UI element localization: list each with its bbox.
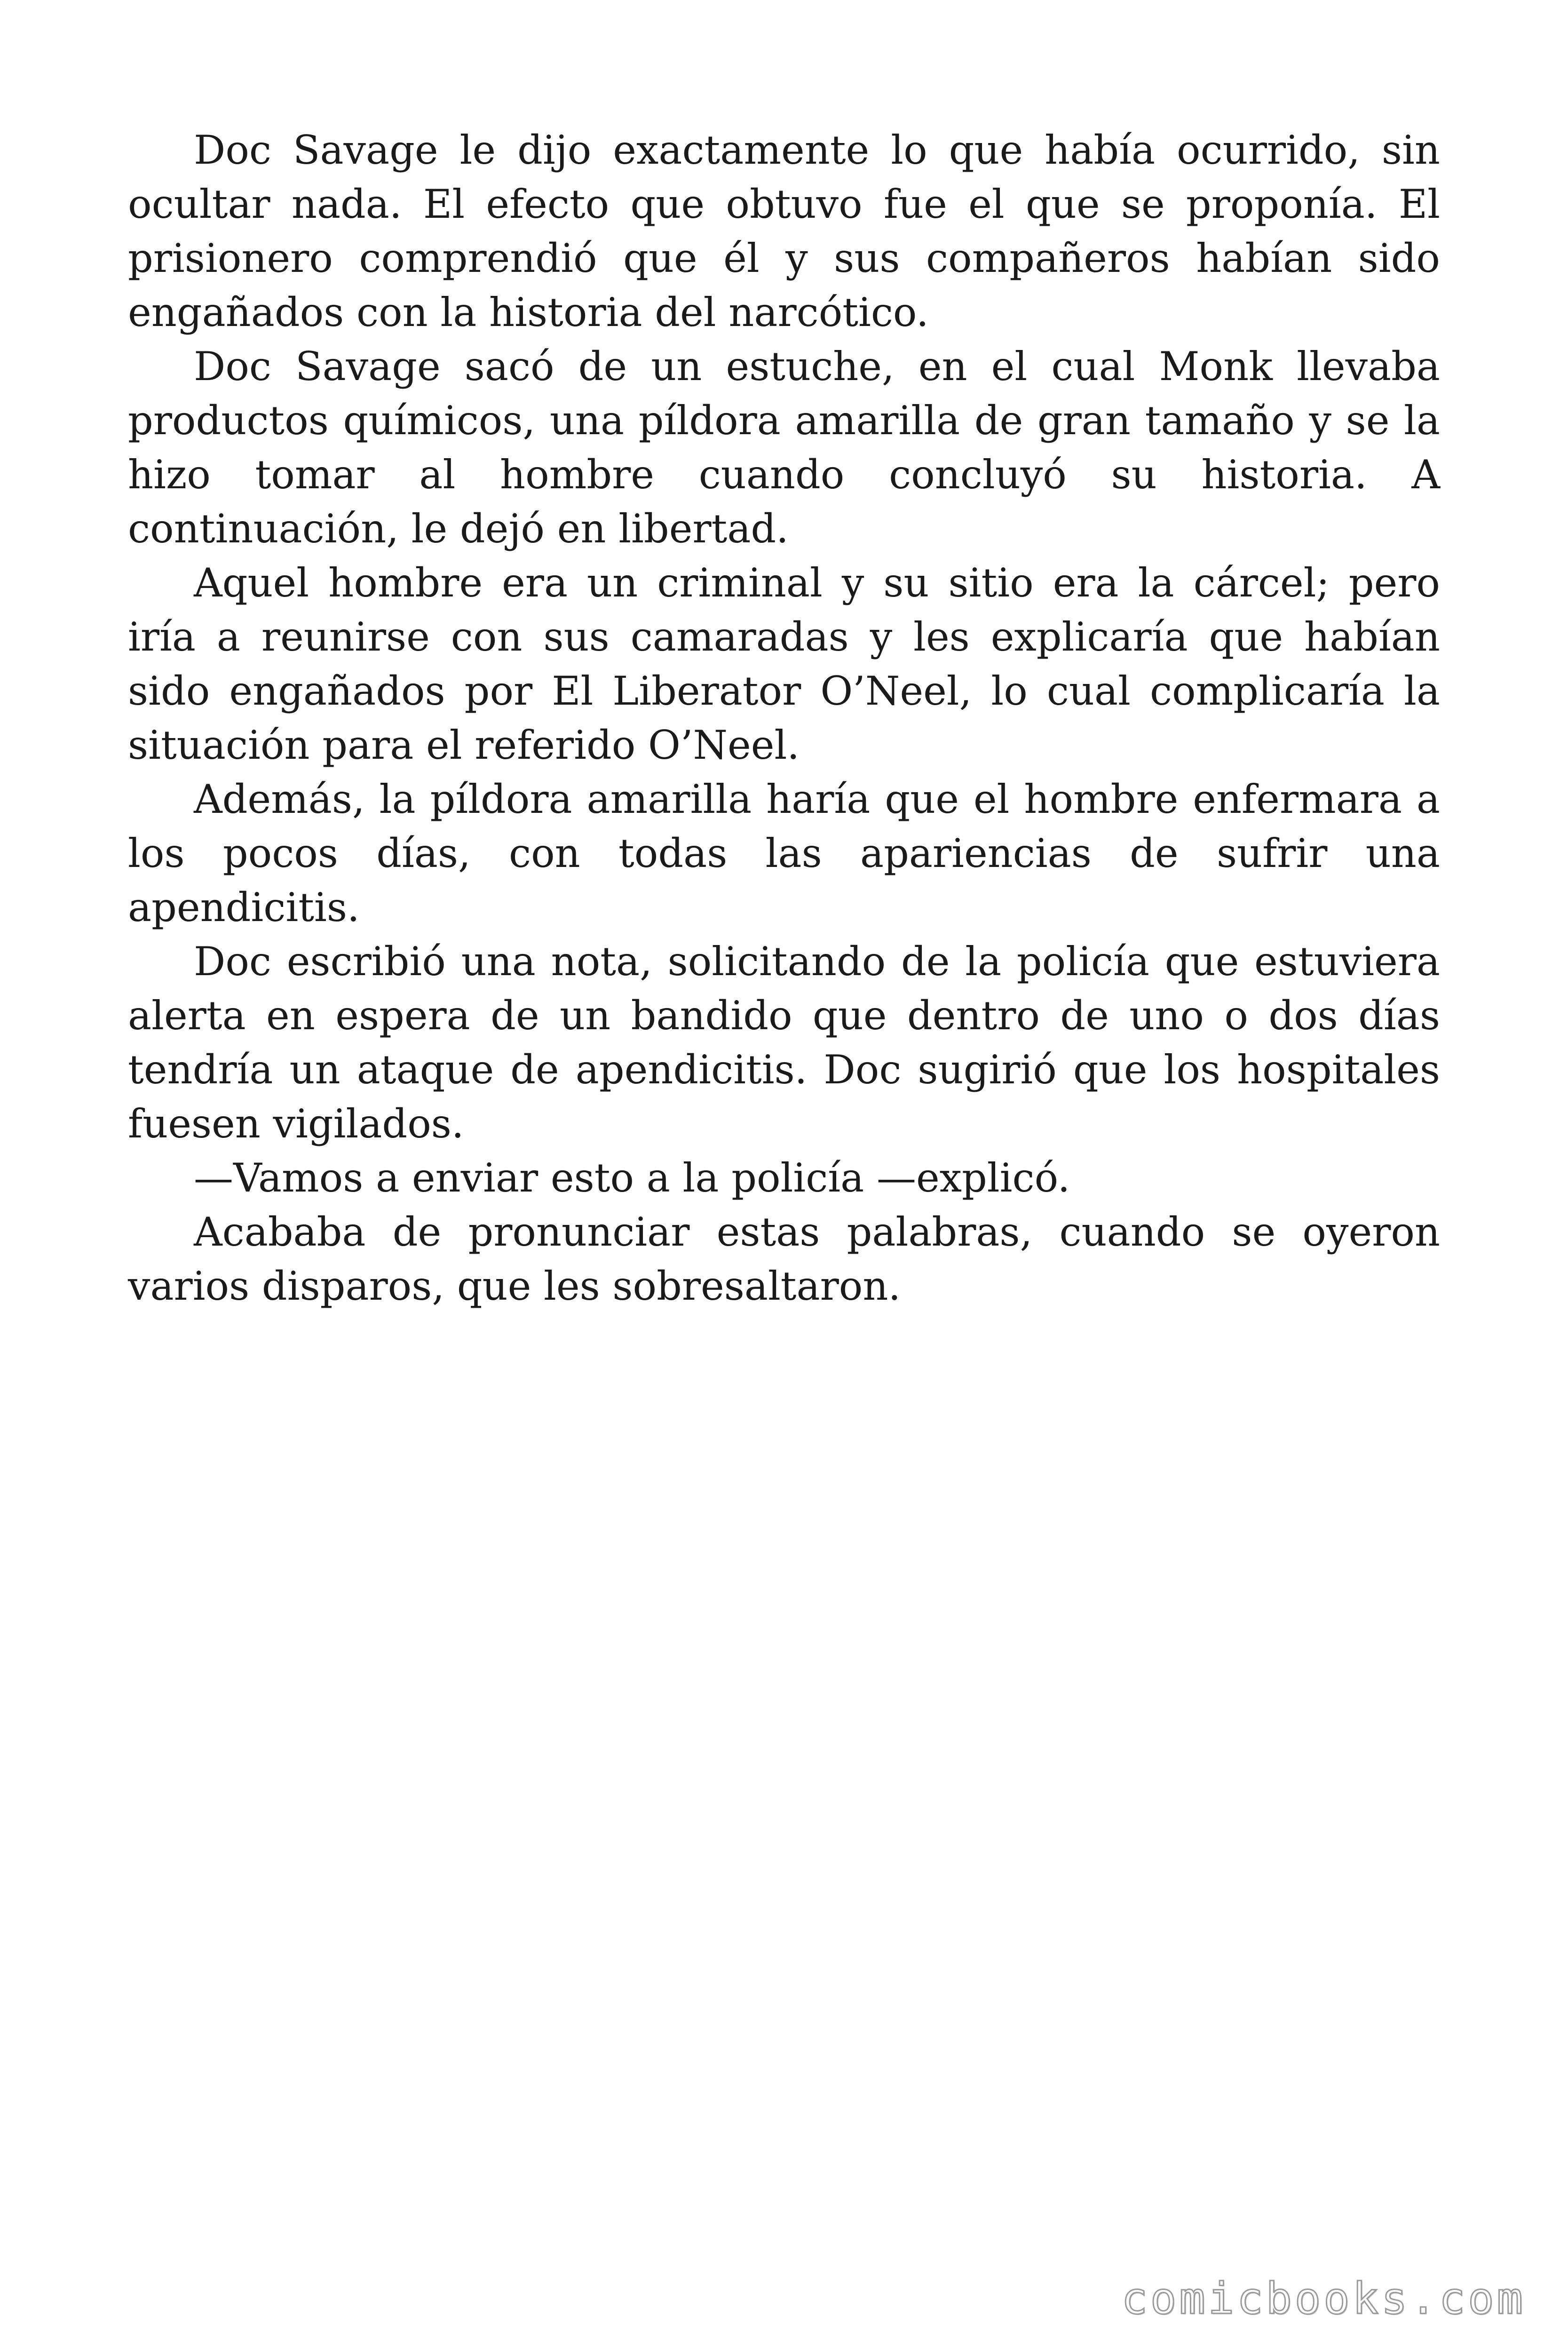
- body-text: [128, 123, 1440, 1313]
- paragraph: Doc Savage sacó de un estuche, en el cual Monk llevaba productos químicos, una píldora amarilla de gran tamaño y se la hizo tomar al hombre cuando concluyó su historia. A continuación, le dejó en libertad.: [128, 343, 1440, 552]
- paragraph: Doc escribió una nota, solicitando de la policía que estuviera alerta en espera de un bandido que dentro de uno o dos días tendría un ataque de apendicitis. Doc sugirió que los hospitales fuesen vigilados.: [128, 938, 1440, 1147]
- paragraph: Doc Savage le dijo exactamente lo que había ocurrido, sin ocultar nada. El efecto que obtuvo fue el que se proponía. El prisionero comprendió que él y sus compañeros habían sido engañados con la historia del narcótico.: [128, 127, 1440, 335]
- watermark: comicbooks.com: [1121, 2273, 1526, 2324]
- paragraph: —Vamos a enviar esto a la policía —explicó.: [194, 1155, 1070, 1201]
- paragraph: Acababa de pronunciar estas palabras, cuando se oyeron varios disparos, que les sobresaltaron.: [128, 1209, 1440, 1309]
- paragraph: Aquel hombre era un criminal y su sitio era la cárcel; pero iría a reunirse con sus camaradas y les explicaría que habían sido engañados por El Liberator O’Neel, lo cual complicaría la situación para el referido O’Neel.: [128, 560, 1440, 768]
- paragraph: Además, la píldora amarilla haría que el hombre enfermara a los pocos días, con todas las apariencias de sufrir una apendicitis.: [128, 776, 1440, 930]
